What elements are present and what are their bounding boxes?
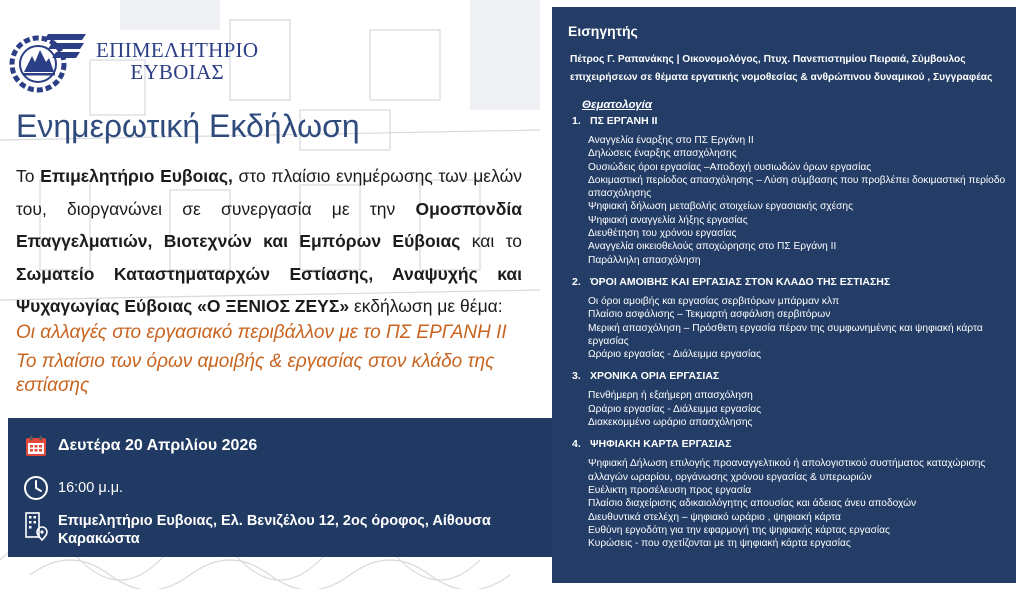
event-place-row bbox=[22, 512, 498, 548]
chamber-logo bbox=[8, 28, 258, 94]
list-item: Ωράριο εργασίας - Διάλειμμα εργασίας bbox=[588, 349, 762, 361]
intro-text-4: εκδήλωση με θέμα: bbox=[349, 296, 503, 316]
intro-text-2: στο πλαίσιο ενημέρωσης των μελών του, διοργανώνει σε συνεργασία με την bbox=[16, 166, 522, 219]
section-ergani bbox=[566, 114, 1006, 267]
calendar-icon bbox=[22, 432, 50, 460]
list-item: Ψηφιακή Δήλωση επιλογής προαναγγελτικού ή απολογιστικού συστήματος καταχώρισης αλλαγών ωραρίου, οργάνωσης χρόνου εργασίας & υπερωριών bbox=[588, 458, 986, 483]
intro-bold-chamber: Επιμελητήριο Ευβοιας, bbox=[40, 166, 233, 186]
topic-ergani: Οι αλλαγές στο εργασιακό περιβάλλον με το ΠΣ ΕΡΓΑΝΗ ΙΙ bbox=[16, 322, 507, 343]
list-item: Ψηφιακή δήλωση μεταβολής στοιχείων εργασιακής σχέσης bbox=[588, 201, 853, 213]
section-number: 2. bbox=[572, 275, 581, 288]
list-item: Πενθήμερη ή εξαήμερη απασχόληση bbox=[588, 390, 753, 402]
event-date-row bbox=[22, 432, 257, 460]
list-item: Ωράριο εργασίας - Διάλειμμα εργασίας bbox=[588, 403, 762, 415]
list-item: Αναγγελία οικειοθελούς αποχώρησης στο ΠΣ Εργάνη ΙΙ bbox=[588, 241, 837, 253]
list-item: Διακεκομμένο ωράριο απασχόλησης bbox=[588, 417, 753, 429]
list-item: Δοκιμαστική περίοδος απασχόλησης – Λύση σύμβασης που προβλέπει δοκιμαστική περίοδο απασχόλησης bbox=[588, 174, 1006, 200]
list-item: Ψηφιακή αναγγελία λήξης εργασίας bbox=[588, 214, 748, 226]
list-item: Παράλληλη απασχόληση bbox=[588, 254, 701, 266]
section-heading bbox=[572, 369, 1002, 383]
event-date: Δευτέρα 20 Απριλίου 2026 bbox=[58, 437, 258, 454]
program-panel bbox=[552, 7, 1016, 583]
list-item: Κυρώσεις - που σχετίζονται με τη ψηφιακή κάρτα εργασίας bbox=[588, 538, 851, 550]
section-heading bbox=[572, 275, 1002, 289]
list-item: Πλαίσιο ασφάλισης – Τεκμαρτή ασφάλιση σερβιτόρων bbox=[588, 309, 831, 321]
intro-bold-federation: Ομοσπονδία Επαγγελματιών, Βιοτεχνών και Εμπόρων Εύβοιας bbox=[16, 198, 522, 251]
section-title: ΠΣ ΕΡΓΑΝΗ ΙΙ bbox=[590, 115, 658, 127]
speaker-description: Πέτρος Γ. Ραπανάκης | Οικονομολόγος, Πτυχ. Πανεπιστημίου Πειραιά, Σύμβουλος επιχειρήσεων σε θέματα εργατικής νομοθεσίας & ανθρώπινου δυναμικού , Συγγραφέας bbox=[570, 54, 993, 83]
list-item: Μερική απασχόληση – Πρόσθετη εργασία πέραν της συμφωνημένης και ψηφιακή κάρτα εργασίας bbox=[588, 322, 983, 347]
event-time: 16:00 μ.μ. bbox=[58, 480, 124, 496]
intro-paragraph bbox=[16, 160, 522, 323]
list-item: Ευθύνη εργοδότη για την εφαρμογή της ψηφιακής κάρτας εργασίας bbox=[588, 524, 890, 536]
list-item: Αναγγελία έναρξης στο ΠΣ Εργάνη ΙΙ bbox=[588, 135, 754, 146]
section-number: 1. bbox=[572, 115, 581, 127]
section-digital-card bbox=[566, 437, 1002, 550]
section-number: 4. bbox=[572, 438, 581, 451]
intro-text-3: και το bbox=[460, 231, 522, 251]
section-title: ΌΡΟΙ ΑΜΟΙΒΗΣ ΚΑΙ ΕΡΓΑΣΙΑΣ ΣΤΟΝ ΚΛΑΔΟ ΤΗΣ ΕΣΤΙΑΣΗΣ bbox=[590, 275, 891, 288]
event-info-box bbox=[8, 418, 552, 557]
logo-text-line2: ΕΥΒΟΙΑΣ bbox=[130, 60, 224, 84]
thematology-heading: Θεματολογία bbox=[582, 99, 653, 111]
intro-text-1: Το bbox=[16, 166, 41, 186]
list-item: Ουσιώδεις όροι εργασίας –Αποδοχή ουσιωδών όρων εργασίας bbox=[588, 161, 872, 173]
section-number: 3. bbox=[572, 370, 581, 383]
chamber-emblem-icon bbox=[8, 28, 88, 94]
speaker-label: Εισηγητής bbox=[568, 23, 638, 39]
list-item: Ευέλικτη προσέλευση προς εργασία bbox=[588, 484, 752, 496]
intro-bold-association: Σωματείο Καταστηματαρχών Εστίασης, Αναψυχής και Ψυχαγωγίας Εύβοιας «Ο ΞΕΝΙΟΣ ΖΕΥΣ» bbox=[16, 263, 522, 316]
list-item: Δηλώσεις έναρξης απασχόλησης bbox=[588, 148, 737, 160]
event-title: Ενημερωτική Εκδήλωση bbox=[16, 108, 360, 144]
event-topics bbox=[16, 321, 536, 398]
list-item: Διευθέτηση του χρόνου εργασίας bbox=[588, 228, 737, 240]
clock-icon bbox=[22, 474, 50, 502]
topic-catering-terms: Το πλαίσιο των όρων αμοιβής & εργασίας στον κλάδο της εστίασης bbox=[16, 351, 495, 396]
list-item: Πλαίσιο διαχείρισης αδικαιολόγητης απουσίας και άδειας άνευ αποδοχών bbox=[588, 498, 917, 510]
section-time-limits bbox=[566, 369, 1002, 429]
section-pay-terms bbox=[566, 275, 1002, 361]
section-heading bbox=[572, 437, 1002, 451]
list-item: Διευθυντικά στελέχη – ψηφιακό ωράριο , ψηφιακή κάρτα bbox=[588, 511, 841, 523]
section-title: ΧΡΟΝΙΚΑ ΟΡΙΑ ΕΡΓΑΣΙΑΣ bbox=[590, 370, 720, 383]
event-place: Επιμελητήριο Ευβοιας, Ελ. Βενιζέλου 12, 2ος όροφος, Αίθουσα Καρακώστα bbox=[58, 513, 491, 547]
logo-text-line1: ΕΠΙΜΕΛΗΤΗΡΙΟ bbox=[96, 37, 259, 62]
list-item: Οι όροι αμοιβής και εργασίας σερβιτόρων μπάρμαν κλπ bbox=[588, 295, 840, 307]
section-heading bbox=[572, 114, 1002, 128]
section-title: ΨΗΦΙΑΚΗ ΚΑΡΤΑ ΕΡΓΑΣΙΑΣ bbox=[590, 438, 732, 451]
building-location-icon bbox=[22, 512, 50, 540]
event-time-row bbox=[22, 474, 123, 502]
